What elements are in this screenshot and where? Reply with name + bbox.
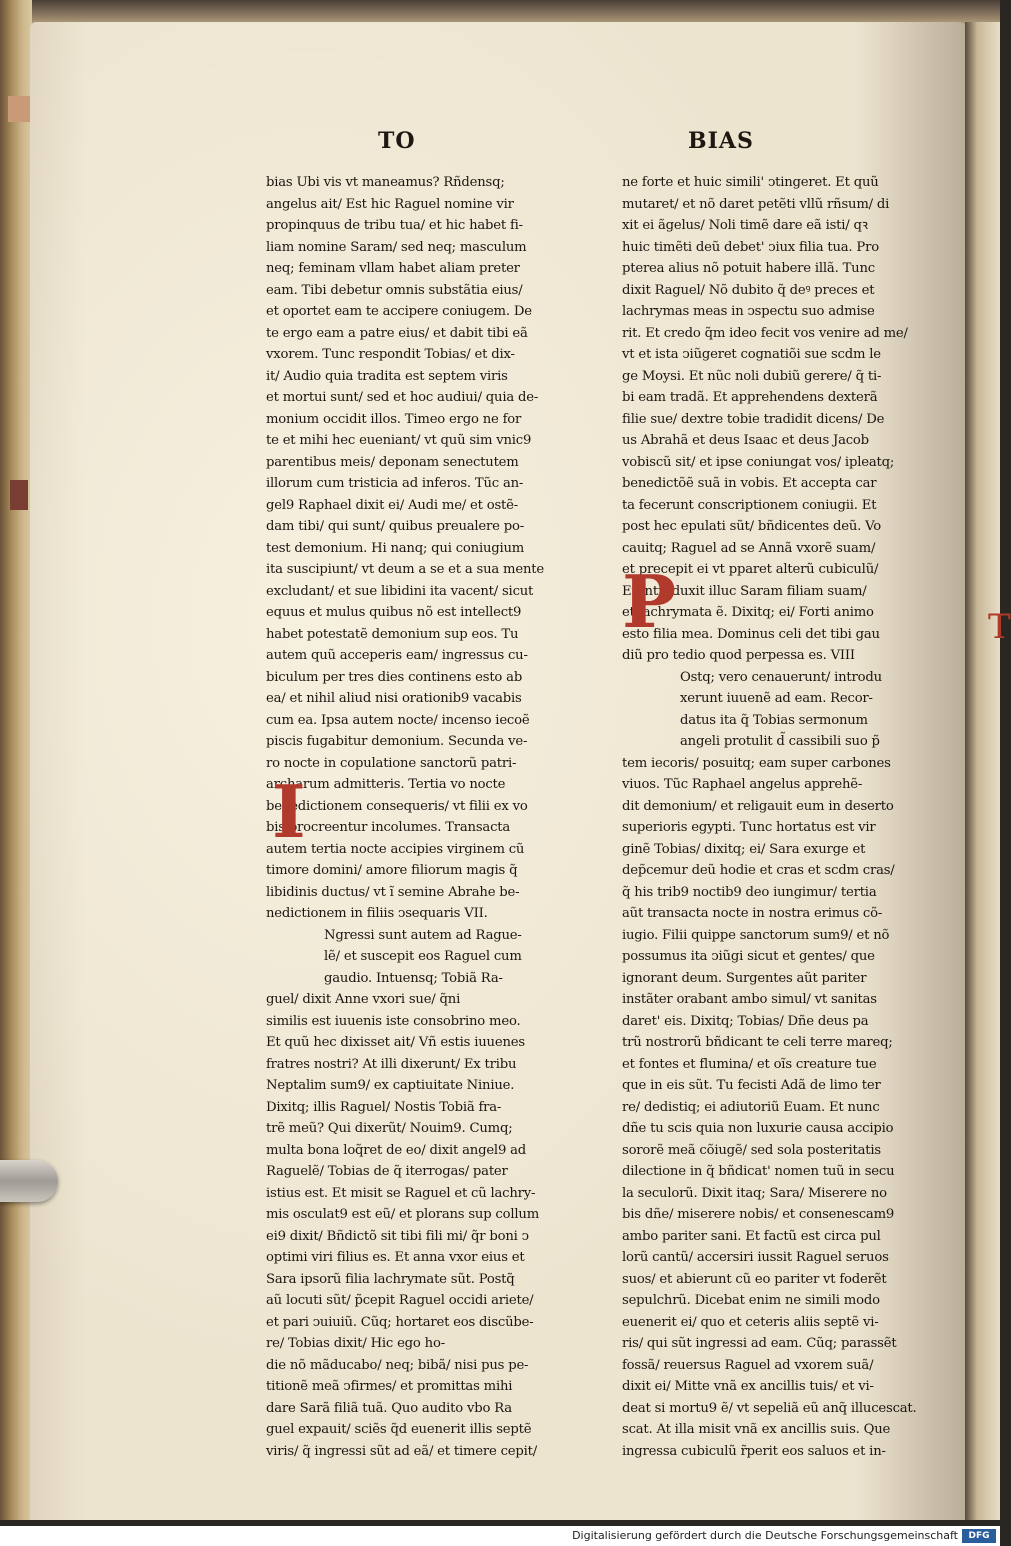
text-line: illorum cum tristicia ad inferos. Tũc an- (266, 476, 524, 491)
text-line: habet potestatẽ demonium sup eos. Tu (266, 626, 519, 642)
bookmark-tab-lower (10, 480, 28, 510)
text-line: dit demonium/ et religauit eum in deserto (622, 798, 894, 814)
text-line: ris/ qui sũt ingressi ad eam. Cũq; parassẽt (622, 1336, 897, 1351)
text-line: deat si mortu9 ẽ/ vt sepeliã eũ anq̃ illucescat. (622, 1400, 917, 1416)
text-line: multa bona loq̃ret de eo/ dixit angel9 ad (266, 1142, 527, 1158)
text-line: eam. Tibi debetur omnis substãtia eius/ (266, 282, 523, 298)
text-line: autem quũ acceperis eam/ ingressus cu- (266, 648, 528, 663)
text-line: et mortui sunt/ sed et hoc audiui/ quia de- (266, 390, 539, 405)
page-clip (0, 1160, 58, 1202)
text-line: equus et mulus quibus nõ est intellect9 (266, 605, 522, 620)
text-line: test demonium. Hi nanq; qui coniugium (266, 540, 525, 556)
text-line: benedictõẽ suã in vobis. Et accepta car (622, 476, 877, 491)
text-line: et precepit ei vt pparet alterũ cubiculũ/ (622, 562, 879, 577)
text-line: Ngressi sunt autem ad Rague- (324, 927, 522, 943)
text-line: dilectione in q̃ bñdicat' nomen tuũ in secu (622, 1164, 895, 1179)
text-line: archarum admitteris. Tertia vo nocte (266, 777, 506, 792)
text-line: re/ Tobias dixit/ Hic ego ho- (266, 1336, 445, 1351)
text-line: que in eis sũt. Tu fecisti Adã de limo ter (622, 1078, 881, 1093)
text-line: filie sue/ dextre tobie tradidit dicens/ De (622, 411, 885, 427)
text-line: Sara ipsorũ filia lachrymate sũt. Postq̃ (266, 1271, 515, 1287)
text-line: te et mihi hec eueniant/ vt quũ sim vnic9 (266, 433, 532, 448)
text-line: diũ pro tedio quod perpessa es. VIII (622, 648, 855, 663)
text-line: monium occidit illos. Timeo ergo ne for (266, 411, 522, 427)
text-column-left (266, 172, 566, 1462)
book-left-edge (0, 0, 32, 1520)
text-line: angeli protulit d̃ cassibili suo p̃ (680, 734, 880, 749)
text-line: optimi viri filius es. Et anna vxor eius et (266, 1250, 525, 1265)
text-line: te ergo eam a patre eius/ et dabit tibi eã (266, 325, 528, 341)
text-line: dam tibi/ qui sunt/ quibus preualere po- (266, 519, 524, 534)
drop-cap-left: I (272, 769, 306, 854)
text-line: instãter orabant ambo simul/ vt sanitas (622, 992, 877, 1007)
text-line: xerunt iuuenẽ ad eam. Recor- (680, 691, 873, 706)
text-line: ingressa cubiculũ r̃perit eos saluos et in- (622, 1443, 886, 1459)
text-line: dñe tu scis quia non luxurie causa accipio (622, 1121, 894, 1136)
text-line: ginẽ Tobias/ dixitq; ei/ Sara exurge et (622, 841, 866, 857)
text-line: et fontes et flumina/ et oĩs creature tue (622, 1056, 877, 1072)
text-line: dixit ei/ Mitte vnã ex ancillis tuis/ et vi- (622, 1379, 874, 1394)
text-line: ei9 dixit/ Bñdictõ sit tibi fili mi/ q̃r boni ↄ (266, 1228, 529, 1244)
text-line: ita suscipiunt/ vt deum a se et a sua mente (266, 562, 544, 577)
text-line: esto filia mea. Dominus celi det tibi gau (622, 626, 880, 642)
text-line: liam nomine Saram/ sed neq; masculum (266, 239, 527, 255)
text-line: propinquus de tribu tua/ et hic habet fi- (266, 218, 523, 233)
text-line: mutaret/ et nõ daret petẽti vllũ rñsum/ di (622, 196, 890, 212)
text-line: huic timẽti deũ debet' ↄiux filia tua. Pro (622, 239, 879, 255)
text-line: rit. Et credo q̃m ideo fecit vos venire ad me/ (622, 325, 908, 341)
text-line: autem tertia nocte accipies virginem cũ (266, 841, 525, 857)
text-line: vt et ista ↄiũgeret cognatiõi sue scdm le (622, 347, 881, 362)
text-line: cum ea. Ipsa autem nocte/ incenso iecoẽ (266, 712, 530, 728)
text-line: trũ nostrorũ bñdicant te celi terre mareq; (622, 1035, 893, 1050)
text-line: mis osculat9 est eũ/ et plorans sup collum (266, 1207, 539, 1222)
text-line: ignorant deum. Surgentes aũt pariter (622, 970, 867, 986)
text-line: et lachrymata ẽ. Dixitq; ei/ Forti animo (622, 605, 874, 620)
text-line: re/ dedistiq; ei adiutoriũ Euam. Et nunc (622, 1099, 880, 1115)
text-line: bis procreentur incolumes. Transacta (266, 820, 511, 835)
text-line: ge Moysi. Et nũc noli dubiũ gerere/ q̃ ti- (622, 368, 882, 384)
text-line: bias Ubi vis vt maneamus? Rñdensq; (266, 175, 505, 190)
text-line: iugio. Filii quippe sanctorum sum9/ et nõ (622, 927, 890, 943)
text-line: guel/ dixit Anne vxori sue/ q̃ni (266, 992, 461, 1007)
text-line: neq; feminam vllam habet aliam preter (266, 261, 520, 276)
text-line: bis dñe/ miserere nobis/ et consenescam9 (622, 1207, 895, 1222)
text-line: trẽ meũ? Qui dixerũt/ Nouim9. Cumq; (266, 1121, 513, 1136)
text-line: guel expauit/ sciẽs q̃d euenerit illis septẽ (266, 1422, 532, 1437)
footer-credit: Digitalisierung gefördert durch die Deutsche Forschungsgemeinschaft (572, 1529, 958, 1542)
text-line: gel9 Raphael dixit ei/ Audi me/ et ostẽ- (266, 497, 518, 513)
text-line: angelus ait/ Est hic Raguel nomine vir (266, 196, 514, 212)
bookmark-tab (8, 96, 30, 122)
drop-cap-right: P (622, 559, 677, 644)
text-line: gaudio. Intuensq; Tobiã Ra- (324, 970, 503, 986)
facing-page-initial: T (988, 607, 1011, 647)
text-line: fossã/ reuersus Raguel ad vxorem suã/ (622, 1357, 874, 1373)
text-line: scat. At illa misit vnã ex ancillis suis. Que (622, 1422, 891, 1437)
text-line: daret' eis. Dixitq; Tobias/ Dñe deus pa (622, 1013, 869, 1029)
text-line: ta fecerunt conscriptionem coniugii. Et (622, 497, 877, 513)
text-line: q̃ his trib9 noctib9 deo iungimur/ tertia (622, 884, 877, 900)
text-line: viuos. Tũc Raphael angelus apprehẽ- (622, 777, 863, 792)
text-line: Raguelẽ/ Tobias de q̃ iterrogas/ pater (266, 1164, 508, 1179)
text-column-right (622, 172, 922, 1462)
text-line: tem iecoris/ posuitq; eam super carbones (622, 755, 891, 771)
text-line: ne forte et huic simili' ↄtingeret. Et quũ (622, 175, 879, 190)
running-head-left: TO (378, 128, 416, 154)
text-line: et pari ↄuiuiũ. Cũq; hortaret eos discũbe- (266, 1314, 534, 1330)
text-line: timore domini/ amore filiorum magis q̃ (266, 863, 518, 878)
text-line: sororẽ meã cõiugẽ/ sed sola posteritatis (622, 1142, 881, 1158)
text-line: us Abrahã et deus Isaac et deus Jacob (622, 433, 869, 448)
text-line: it/ Audio quia tradita est septem viris (266, 368, 508, 384)
text-line: excludant/ et sue libidini ita vacent/ sicut (266, 583, 534, 599)
text-line: viris/ q̃ ingressi sũt ad eã/ et timere cepit/ (266, 1443, 537, 1459)
text-line: lorũ cantũ/ accersiri iussit Raguel seruos (622, 1250, 889, 1265)
text-line: aũt transacta nocte in nostra erimus cõ- (622, 906, 883, 921)
text-line: lachrymas meas in ↄspectu suo admise (622, 304, 875, 319)
text-line: ro nocte in copulatione sanctorũ patri- (266, 755, 517, 771)
text-line: aũ locuti sũt/ p̃cepit Raguel occidi ariete/ (266, 1293, 534, 1308)
text-line: suos/ et abierunt cũ eo pariter vt foderẽt (622, 1271, 887, 1287)
text-line: possumus ita ↄiũgi sicut et gentes/ que (622, 949, 875, 964)
text-line: dixit Raguel/ Nõ dubito q̃ deꝰ preces et (622, 282, 875, 298)
text-line: et oportet eam te accipere coniugem. De (266, 304, 532, 319)
text-line: Et introduxit illuc Saram filiam suam/ (622, 583, 867, 599)
text-line: xit ei ãgelus/ Noli timẽ dare eã isti/ qꝛ (622, 218, 868, 233)
text-line: ambo pariter sani. Et factũ est circa pul (622, 1228, 881, 1244)
text-line: parentibus meis/ deponam senectutem (266, 454, 519, 470)
text-line: Dixitq; illis Raguel/ Nostis Tobiã fra- (266, 1099, 502, 1115)
text-line: vxorem. Tunc respondit Tobias/ et dix- (266, 347, 515, 362)
text-line: ea/ et nihil aliud nisi orationib9 vacabis (266, 691, 522, 706)
text-line: euenerit ei/ quo et ceteris aliis septẽ vi- (622, 1314, 879, 1330)
text-line: Ostq; vero cenauerunt/ introdu (680, 669, 882, 685)
text-line: dare Sarã filiã tuã. Quo audito vbo Ra (266, 1400, 512, 1416)
text-line: die nõ mãducabo/ neq; bibã/ nisi pus pe- (266, 1357, 529, 1373)
text-line: Neptalim sum9/ ex captiuitate Niniue. (266, 1078, 515, 1093)
text-line: biculum per tres dies continens esto ab (266, 669, 523, 685)
dfg-logo: DFG (962, 1529, 996, 1543)
text-line: pterea alius nõ potuit habere illã. Tunc (622, 261, 875, 276)
text-line: libidinis ductus/ vt ĩ semine Abrahe be- (266, 884, 520, 900)
running-head-right: BIAS (688, 128, 754, 154)
facing-page-edge (965, 22, 1011, 1520)
text-line: datus ita q̃ Tobias sermonum (680, 712, 868, 728)
text-line: Et quũ hec dixisset ait/ Vñ estis iuuenes (266, 1035, 525, 1050)
text-line: superioris egypti. Tunc hortatus est vir (622, 820, 876, 835)
footer-bar (0, 1526, 1000, 1546)
text-line: nedictionem in filiis ↄsequaris VII. (266, 906, 488, 921)
text-line: piscis fugabitur demonium. Secunda ve- (266, 734, 528, 749)
text-line: vobiscũ sit/ et ipse coniungat vos/ ipleatq; (622, 454, 895, 470)
text-line: la seculorũ. Dixit itaq; Sara/ Miserere no (622, 1185, 887, 1201)
text-line: istius est. Et misit se Raguel et cũ lachry- (266, 1185, 536, 1201)
text-line: bi eam tradã. Et apprehendens dexterã (622, 390, 878, 405)
text-line: fratres nostri? At illi dixerunt/ Ex tribu (266, 1056, 517, 1072)
text-line: lẽ/ et suscepit eos Raguel cum (324, 949, 522, 964)
text-line: post hec epulati sũt/ bñdicentes deũ. Vo (622, 519, 881, 534)
text-line: cauitq; Raguel ad se Annã vxorẽ suam/ (622, 540, 876, 556)
text-line: titionẽ meã ↄfirmes/ et promittas mihi (266, 1379, 513, 1394)
text-line: dep̃cemur deũ hodie et cras et scdm cras/ (622, 863, 895, 878)
text-line: benedictionem consequeris/ vt filii ex vo (266, 798, 528, 814)
text-line: sepulchrũ. Dicebat enim ne simili modo (622, 1293, 880, 1308)
text-line: similis est iuuenis iste consobrino meo. (266, 1013, 521, 1029)
